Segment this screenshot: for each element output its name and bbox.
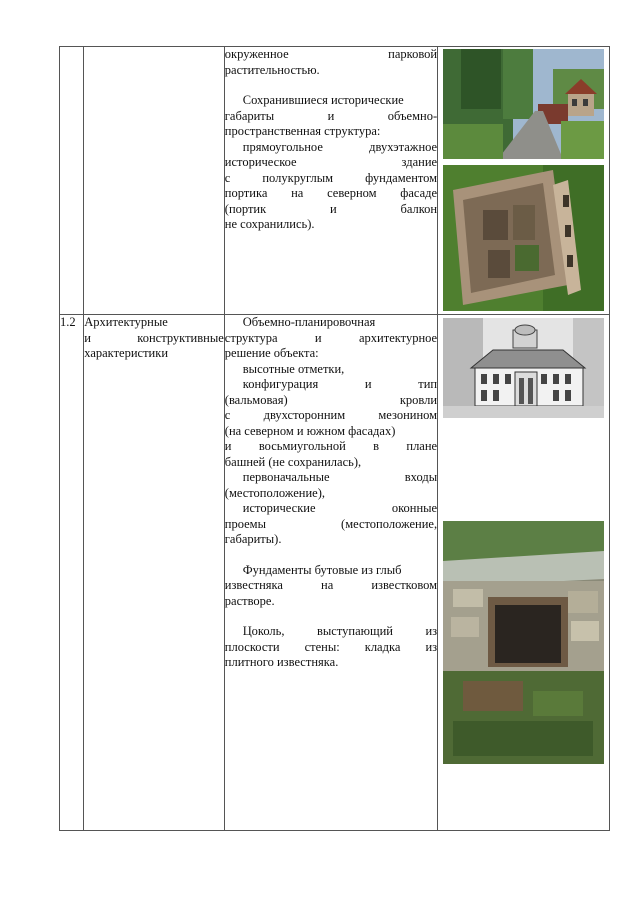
heritage-characteristics-table: [59, 46, 610, 831]
photo-cell: [438, 315, 610, 831]
row-number-cell: 1.2: [60, 315, 84, 831]
description-cell: Объемно-планировочная структура и архитектурное решение объекта: высотные отметки, конфигурация и тип (вальмовая) кровли с двухсторонним мезонином (на северном и южном фасадах) и восьмиугольной в плане башней (не сохранилась), первоначальные входы (местоположение), исторические оконные проемы (местоположение, габариты). Фундаменты бутовые из глыб известняка на известковом растворе. Цоколь, выступающий из плоскости стены: кладка из плитного известняка.: [224, 315, 437, 831]
limestone-foundation-photo: [443, 521, 604, 764]
description-cell: окруженное парковой растительностью. Сохранившиеся исторические габариты и объемно- пространственная структура: прямоугольное двухэтажное историческое здание с полукруглым фундаментом портика на северном фасаде (портик и балкон не сохранились).: [224, 47, 437, 315]
historic-manor-engraving: [443, 318, 604, 418]
row-name-cell: Архитектурные и конструктивные характеристики: [84, 315, 225, 831]
row-name-cell: [84, 47, 225, 315]
ruined-building-aerial-photo: [443, 165, 604, 311]
table-row: [60, 47, 610, 315]
photo-cell: [438, 47, 610, 315]
row-number-cell: [60, 47, 84, 315]
park-alley-photo: [443, 49, 604, 159]
table-row: [60, 315, 610, 831]
